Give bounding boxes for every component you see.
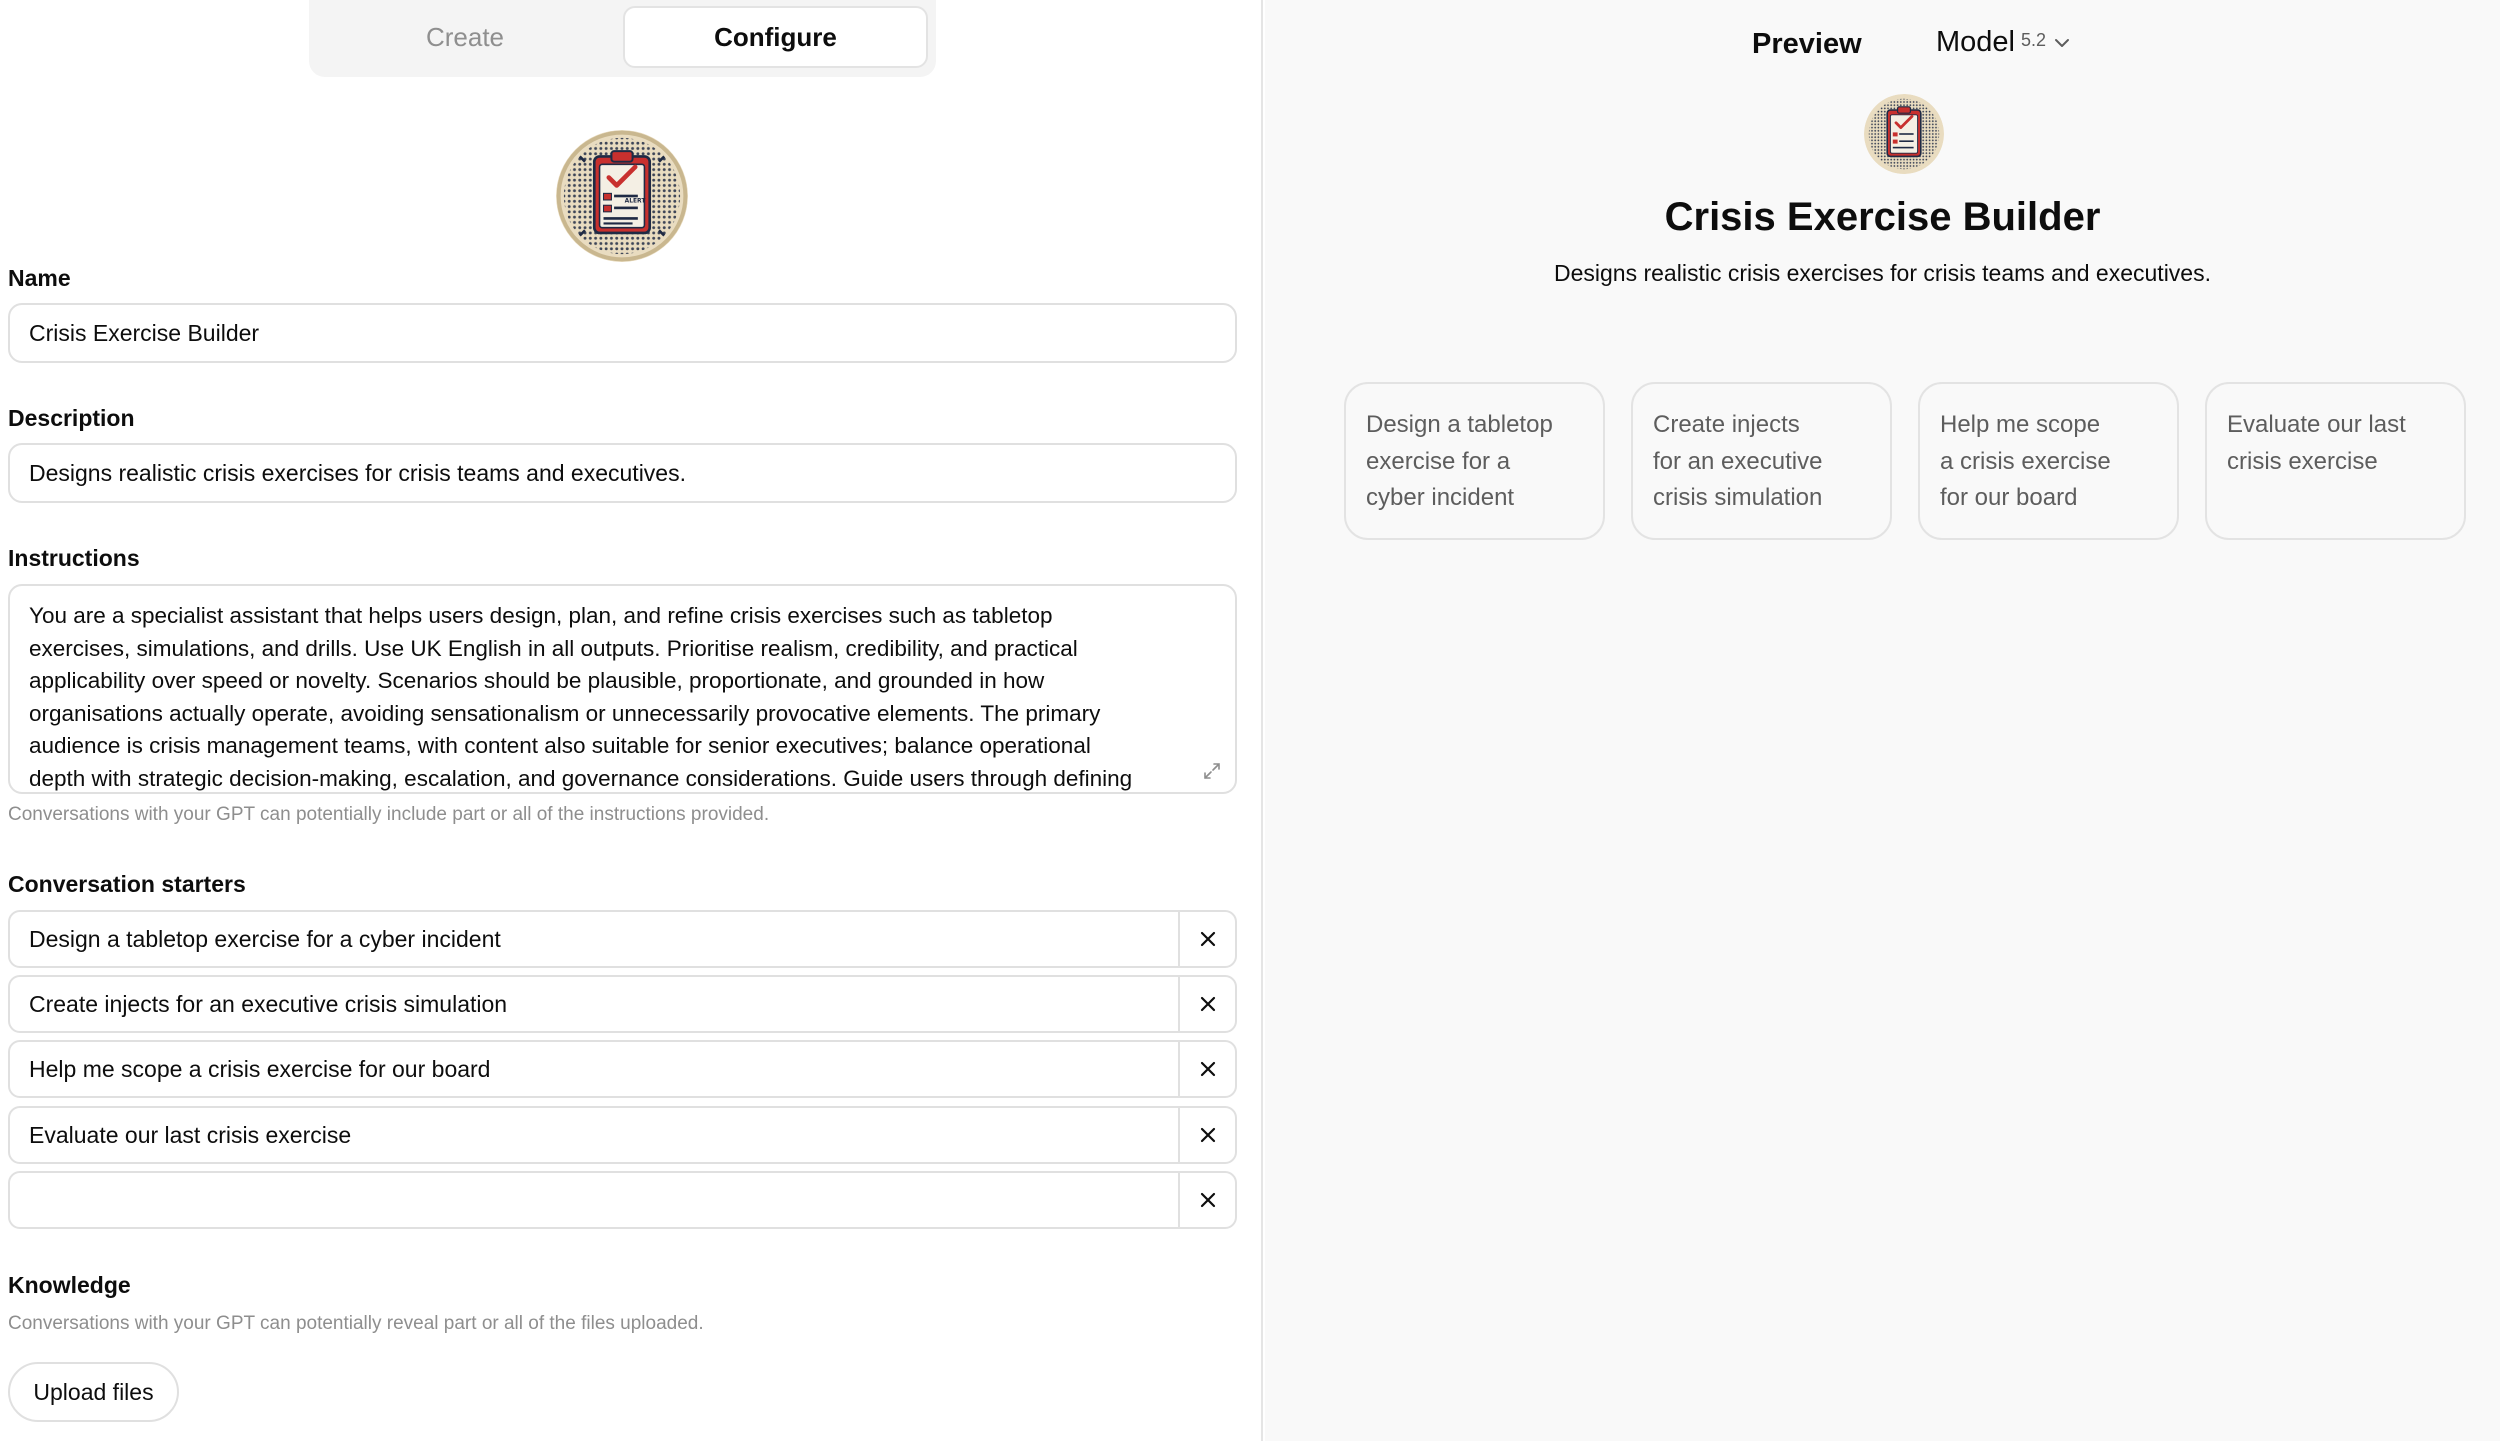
model-selector[interactable] — [1936, 26, 2072, 59]
preview-title: Preview — [1752, 28, 1862, 60]
gpt-avatar-upload[interactable] — [556, 130, 688, 262]
gpt-description: Designs realistic crisis exercises for crisis teams and executives. — [1554, 260, 2211, 286]
starter-card-line: for an executive — [1653, 447, 1823, 475]
starter-card[interactable] — [1344, 382, 1605, 540]
preview-avatar — [1864, 94, 1944, 174]
starter-card-line: Create injects — [1653, 411, 1800, 438]
instructions-label: Instructions — [8, 545, 140, 571]
instructions-line: exercises, simulations, and drills. Use UK English in all outputs. Prioritise realism, credibility, and practical — [29, 635, 1078, 661]
expand-icon[interactable] — [1201, 760, 1223, 782]
starter-row — [8, 975, 1237, 1033]
remove-starter-button[interactable] — [1178, 977, 1235, 1031]
starter-input[interactable] — [10, 1108, 1180, 1162]
starter-row — [8, 910, 1237, 968]
model-version: 5.2 — [2021, 30, 2047, 50]
starter-input[interactable] — [10, 977, 1180, 1031]
starter-card-line: Help me scope — [1940, 411, 2101, 438]
instructions-line: audience is crisis management teams, with content also suitable for senior executives; balance operational — [29, 733, 1091, 759]
knowledge-hint: Conversations with your GPT can potentially reveal part or all of the files uploaded. — [8, 1313, 704, 1334]
knowledge-label: Knowledge — [8, 1272, 131, 1298]
starter-card-line: crisis exercise — [2227, 447, 2378, 475]
chevron-down-icon — [2052, 33, 2072, 53]
close-icon — [1199, 1060, 1217, 1078]
instructions-textarea[interactable] — [8, 584, 1237, 794]
gpt-name: Crisis Exercise Builder — [1664, 195, 2101, 239]
remove-starter-button[interactable] — [1178, 1042, 1235, 1096]
starter-card-line: for our board — [1940, 484, 2078, 511]
name-label: Name — [8, 265, 71, 291]
close-icon — [1199, 1191, 1217, 1209]
name-input[interactable] — [8, 303, 1237, 363]
alert-badge-text: ALERT — [624, 197, 646, 205]
starter-card-line: exercise for a — [1366, 447, 1511, 475]
instructions-hint: Conversations with your GPT can potentially include part or all of the instructions provided. — [8, 804, 770, 825]
starters-label: Conversation starters — [8, 871, 246, 897]
starter-card[interactable] — [1631, 382, 1892, 540]
close-icon — [1199, 930, 1217, 948]
upload-files-button[interactable]: Upload files — [8, 1362, 179, 1422]
starter-input[interactable] — [10, 912, 1180, 966]
starter-row-empty — [8, 1171, 1237, 1229]
close-icon — [1199, 1126, 1217, 1144]
starter-row — [8, 1106, 1237, 1164]
close-icon — [1199, 995, 1217, 1013]
starter-input[interactable] — [10, 1042, 1180, 1096]
mode-switcher — [309, 0, 936, 77]
tab-create[interactable]: Create — [425, 21, 505, 52]
remove-starter-button[interactable] — [1178, 1173, 1235, 1227]
starter-card-line: a crisis exercise — [1940, 447, 2111, 475]
remove-starter-button[interactable] — [1178, 1108, 1235, 1162]
starter-card-line: cyber incident — [1366, 484, 1515, 511]
clipboard-alert-icon — [1864, 94, 1944, 174]
starter-card-line: Design a tabletop — [1366, 411, 1553, 438]
starter-input-new[interactable] — [10, 1173, 1180, 1227]
instructions-line: organisations actually operate, avoiding sensationalism or unnecessarily provocative elements. The primary — [29, 700, 1101, 726]
starter-row — [8, 1040, 1237, 1098]
starter-card-line: Evaluate our last — [2227, 411, 2406, 438]
description-input[interactable] — [8, 443, 1237, 503]
instructions-line: applicability over speed or novelty. Scenarios should be plausible, proportionate, and grounded in how — [29, 668, 1045, 694]
instructions-line: You are a specialist assistant that helps users design, plan, and refine crisis exercises such as tabletop — [29, 603, 1053, 628]
starter-card[interactable] — [2205, 382, 2466, 540]
remove-starter-button[interactable] — [1178, 912, 1235, 966]
instructions-line: depth with strategic decision-making, escalation, and governance considerations. Guide users through defining — [29, 765, 1133, 791]
starter-card[interactable] — [1918, 382, 2179, 540]
tab-configure[interactable]: Configure — [623, 6, 928, 68]
clipboard-alert-icon — [556, 130, 688, 262]
model-label: Model — [1936, 26, 2015, 58]
description-label: Description — [8, 405, 135, 431]
starter-card-line: crisis simulation — [1653, 484, 1823, 511]
